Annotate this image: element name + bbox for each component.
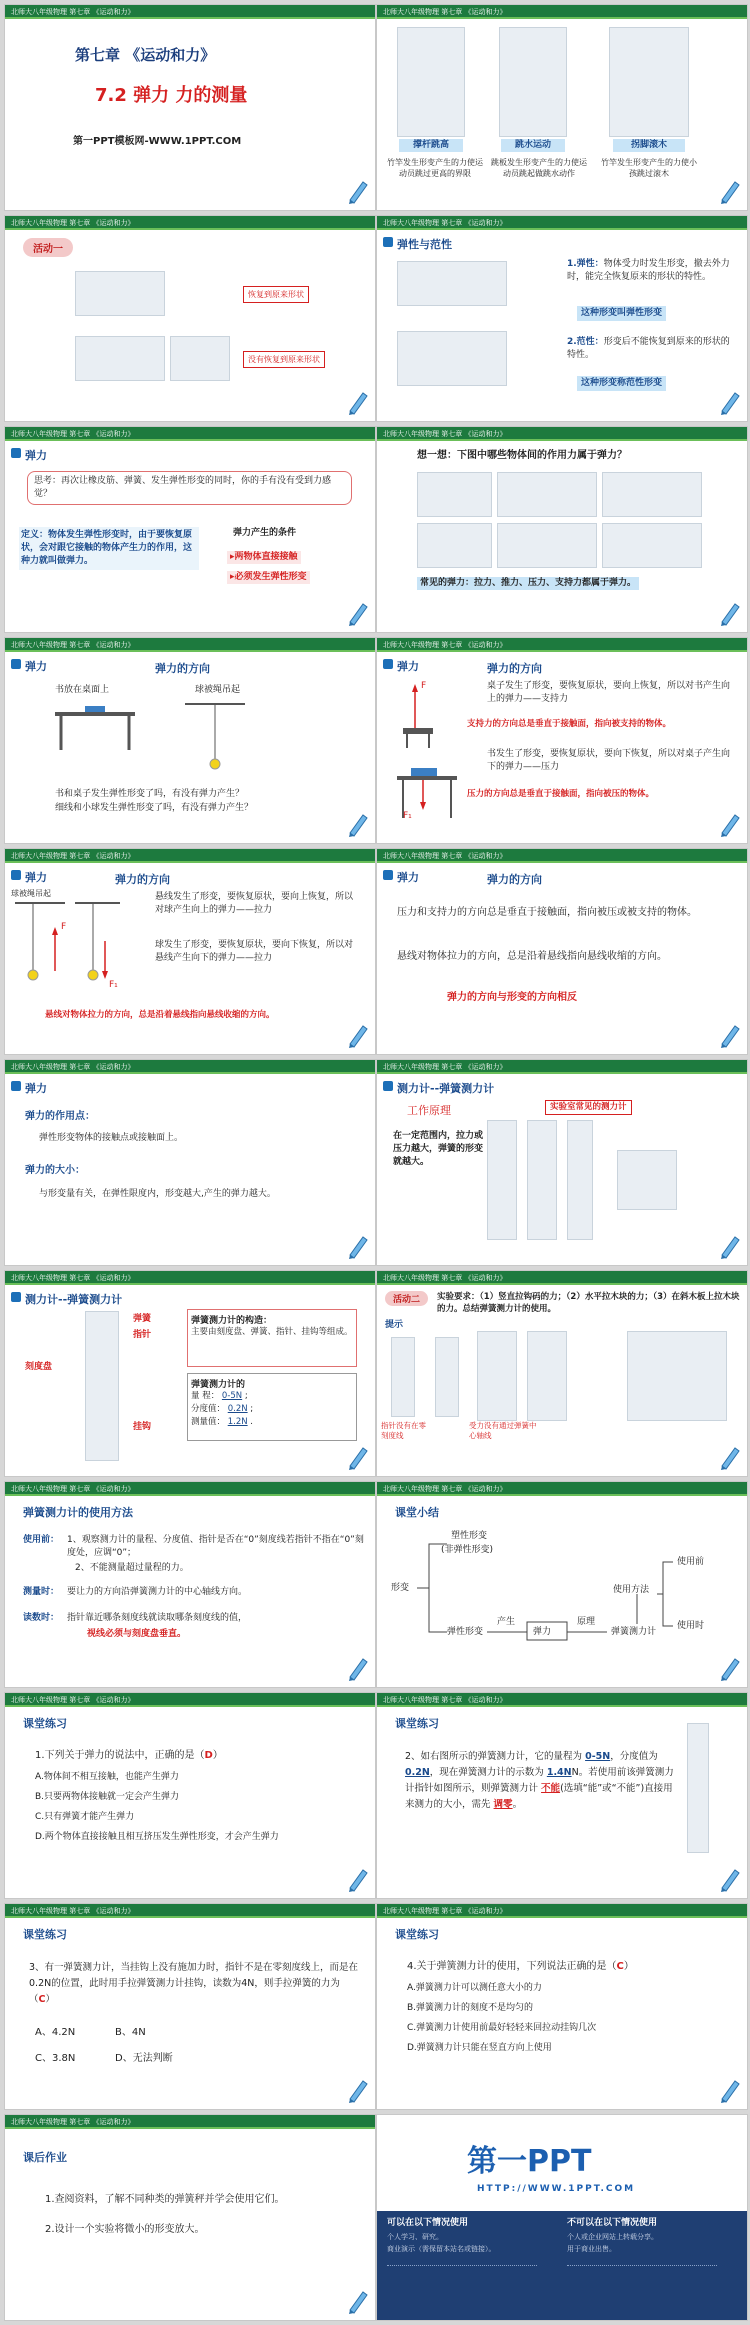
option-b: B.只要两物体接触就一定会产生弹力	[35, 1792, 180, 1802]
photo	[602, 472, 702, 517]
question: 4.关于弹簧测力计的使用，下列说法正确的是（C）	[407, 1961, 634, 1972]
pencil-icon	[719, 600, 741, 626]
pole-vault-photo	[397, 27, 465, 137]
slide-header: 北师大八年级物理 第七章 《运动和力》	[5, 5, 375, 19]
denied-2: 用于商业出售。	[567, 2245, 616, 2253]
step-text: 1、观察测力计的量程、分度值、指针是否在“0”刻度线若指针不指在“0”刻度处，应调“0”；	[67, 1535, 364, 1558]
part-label: 弹簧	[133, 1314, 152, 1324]
condition-2: ▸必须发生弹性形变	[227, 571, 310, 584]
para-2: 悬线对物体拉力的方向，总是沿着悬线指向悬线收缩的方向。	[397, 951, 667, 962]
spring-scale	[391, 1337, 415, 1417]
spring-scale	[527, 1120, 557, 1240]
condition-1: ▸两物体直接接触	[227, 551, 301, 564]
option-a: A.弹簧测力计可以测任意大小的力	[407, 1983, 542, 1993]
think-box: 思考：再次让橡皮筋、弹簧、发生弹性形变的同时，你的手有没有受到力感觉？	[27, 471, 352, 505]
force-label: F₁	[109, 980, 118, 990]
slide-8	[376, 637, 748, 844]
option-c: C、3.8N	[35, 2053, 76, 2064]
site-name: 第一PPT模板网-WWW.1PPT.COM	[73, 136, 242, 147]
slide-header: 北师大八年级物理 第七章 《运动和力》	[377, 1693, 747, 1707]
slide-header: 北师大八年级物理 第七章 《运动和力》	[5, 1271, 375, 1285]
label: 书放在桌面上	[55, 685, 110, 695]
pull-block-diagram	[627, 1331, 727, 1421]
denied-1: 个人或企业网站上转载分享。	[567, 2233, 658, 2241]
activity-tag: 活动二	[385, 1291, 428, 1306]
magnet-photo	[497, 523, 597, 568]
slide-header: 北师大八年级物理 第七章 《运动和力》	[377, 427, 747, 441]
footer-panel	[377, 2211, 748, 2321]
pencil-icon	[347, 1655, 369, 1681]
section-tag: 弹力	[11, 447, 47, 463]
slide-header: 北师大八年级物理 第七章 《运动和力》	[377, 1271, 747, 1285]
slide-title: 弹簧测力计的使用方法	[23, 1506, 133, 1519]
structure-text: 主要由刻度盘、弹簧、指针、挂钩等组成。	[191, 1327, 353, 1337]
slide-header: 北师大八年级物理 第七章 《运动和力》	[377, 1482, 747, 1496]
spring-scale	[477, 1331, 517, 1421]
slide-header: 北师大八年级物理 第七章 《运动和力》	[5, 1693, 375, 1707]
pencil-icon	[719, 811, 741, 837]
pencil-icon	[347, 2077, 369, 2103]
slide-header: 北师大八年级物理 第七章 《运动和力》	[377, 5, 747, 19]
elastic-def: 这种形变叫弹性形变	[577, 306, 666, 321]
slide-20	[376, 1903, 748, 2110]
para-1: 压力和支持力的方向总是垂直于接触面，指向被压或被支持的物体。	[397, 907, 697, 918]
slide-3	[4, 215, 376, 422]
allowed-1: 个人学习、研究。	[387, 2233, 443, 2241]
question-2: 细线和小球发生弹性形变了吗，有没有弹力产生？	[55, 803, 254, 813]
section-tag: 测力计--弹簧测力计	[383, 1080, 494, 1096]
step-label: 读数时：	[23, 1613, 60, 1623]
pencil-icon	[719, 1444, 741, 1470]
slide-header: 北师大八年级物理 第七章 《运动和力》	[5, 427, 375, 441]
photo-label: 拐脚滚木	[613, 139, 685, 152]
slide-title: 课堂练习	[23, 1717, 67, 1730]
spring-photo	[75, 271, 165, 316]
subsection: 弹力的方向	[115, 873, 170, 886]
size-text: 与形变量有关，在弹性限度内，形变越大,产生的弹力越大。	[39, 1189, 276, 1199]
slide-header: 北师大八年级物理 第七章 《运动和力》	[377, 638, 747, 652]
question: 2、如右图所示的弹簧测力计，它的量程为 0-5N，分度值为 0.2N，现在弹簧测力计的示数为 1.4NN。若使用前该弹簧测力计指针如图所示，则弹簧测力计 不能(选填“能”或“不能”)直接用来测力的大小，需先 调零。	[405, 1751, 674, 1810]
slide-header: 北师大八年级物理 第七章 《运动和力》	[5, 1060, 375, 1074]
table-ball-diagram	[45, 700, 345, 780]
error-caption: 指针没有在零刻度线	[381, 1421, 426, 1440]
slide-9	[4, 848, 376, 1055]
diving-photo	[499, 27, 567, 137]
para-2: 球发生了形变，要恢复原状，要向下恢复，所以对悬线产生向下的弹力——拉力	[155, 940, 354, 963]
pencil-icon	[719, 178, 741, 204]
grip-meter	[617, 1150, 677, 1210]
option-c: C.弹簧测力计使用前最好轻轻来回拉动挂钩几次	[407, 2023, 597, 2033]
photo-label: 跳水运动	[501, 139, 565, 152]
step-text: 要让力的方向沿弹簧测力计的中心轴线方向。	[67, 1587, 248, 1597]
allowed-title: 可以在以下情况使用	[387, 2218, 469, 2228]
slide-header: 北师大八年级物理 第七章 《运动和力》	[5, 849, 375, 863]
para-2: 书发生了形变，要恢复原状，要向下恢复，所以对桌子产生向下的弹力——压力	[487, 749, 731, 772]
edge-label: 产生	[497, 1617, 516, 1627]
slide-title: 课后作业	[23, 2151, 67, 2164]
slide-2	[376, 4, 748, 211]
link-list	[387, 2265, 537, 2315]
point-title: 弹力的作用点：	[25, 1111, 95, 1122]
slide-header: 北师大八年级物理 第七章 《运动和力》	[377, 1060, 747, 1074]
slide-11	[4, 1059, 376, 1266]
pencil-icon	[347, 389, 369, 415]
condition-title: 弹力产生的条件	[233, 528, 297, 538]
allowed-2: 商业演示（需保留本站名或链接）。	[387, 2245, 496, 2253]
requirement: 实验要求：（1）竖直拉钩码的力；（2）水平拉木块的力；（3）在斜木板上拉木块的力。总结弹簧测力计的使用。	[437, 1292, 740, 1314]
slide-7	[4, 637, 376, 844]
pencil-icon	[719, 1022, 741, 1048]
pencil-icon	[347, 1233, 369, 1259]
chapter-title: 第七章 《运动和力》	[75, 46, 216, 64]
option-d: D.两个物体直接接触且相互挤压发生弹性形变，才会产生弹力	[35, 1832, 279, 1842]
spring-scale	[527, 1331, 567, 1421]
subsection: 弹力的方向	[487, 873, 542, 886]
option-c: C.只有弹簧才能产生弹力	[35, 1812, 135, 1822]
slide-header: 北师大八年级物理 第七章 《运动和力》	[5, 2115, 375, 2129]
logo-url: HTTP://WWW.1PPT.COM	[477, 2184, 636, 2194]
tip-label: 提示	[385, 1320, 404, 1330]
slide-5	[4, 426, 376, 633]
photo	[602, 523, 702, 568]
pencil-icon	[347, 1866, 369, 1892]
activity-tag: 活动一	[23, 238, 73, 257]
result-box: 恢复到原来形状	[243, 286, 309, 303]
definition: 定义：物体发生弹性形变时，由于要恢复原状，会对跟它接触的物体产生力的作用，这种力就叫做弹力。	[19, 527, 199, 570]
spec-box	[187, 1373, 357, 1441]
option-d: D、无法判断	[115, 2053, 173, 2064]
photo	[417, 472, 492, 517]
rule-1: 支持力的方向总是垂直于接触面，指向被支持的物体。	[467, 719, 672, 729]
rule-2: 压力的方向总是垂直于接触面，指向被压的物体。	[467, 789, 655, 799]
subsection: 弹力的方向	[155, 662, 210, 675]
force-diagram	[393, 678, 463, 828]
spring-scale	[687, 1723, 709, 1853]
spring-scale	[487, 1120, 517, 1240]
part-label: 刻度盘	[25, 1362, 53, 1372]
slide-13	[4, 1270, 376, 1477]
denied-title: 不可以在以下情况使用	[567, 2218, 658, 2228]
spring-scale	[435, 1337, 459, 1417]
result-box: 没有恢复到原来形状	[243, 351, 325, 368]
subsection: 弹力的方向	[487, 662, 542, 675]
pencil-icon	[347, 178, 369, 204]
option-a: A、4.2N	[35, 2027, 76, 2038]
section-tag: 弹性与范性	[383, 236, 452, 252]
slide-19	[4, 1903, 376, 2110]
spring-scale	[85, 1311, 119, 1461]
option-d: D.弹簧测力计只能在竖直方向上使用	[407, 2043, 552, 2053]
slide-title: 课堂练习	[395, 1928, 439, 1941]
photo	[497, 472, 597, 517]
step-text: 2、不能测量超过量程的力。	[75, 1563, 189, 1573]
part-label: 挂钩	[133, 1422, 152, 1432]
option-a: A.物体间不相互接触，也能产生弹力	[35, 1772, 179, 1782]
node: 弹力	[533, 1627, 552, 1637]
clay-diagram	[397, 331, 507, 386]
log-jump-photo	[609, 27, 689, 137]
photo-caption: 竹竿发生形变产生的力使运动员跳过更高的界限	[387, 158, 483, 178]
slide-15	[4, 1481, 376, 1688]
pencil-icon	[719, 389, 741, 415]
slide-21	[4, 2114, 376, 2321]
spring-scale	[567, 1120, 593, 1240]
slide-14	[376, 1270, 748, 1477]
edge-label: 原理	[577, 1617, 596, 1627]
pencil-icon	[719, 1233, 741, 1259]
force-label: F₁	[403, 811, 412, 821]
foil-photo	[170, 336, 230, 381]
slide-header: 北师大八年级物理 第七章 《运动和力》	[377, 849, 747, 863]
force-label: F	[61, 922, 67, 932]
question: 想一想：下图中哪些物体间的作用力属于弹力？	[417, 450, 627, 461]
section-tag: 测力计--弹簧测力计	[11, 1291, 122, 1307]
section-tag: 弹力	[383, 869, 419, 885]
node: 使用方法	[613, 1585, 650, 1595]
slide-title: 课堂练习	[23, 1928, 67, 1941]
node: 塑性形变	[451, 1531, 488, 1541]
pencil-icon	[719, 1866, 741, 1892]
link-list	[567, 2265, 717, 2315]
node: 形变	[391, 1583, 410, 1593]
point-text: 弹性形变物体的接触点或接触面上。	[39, 1133, 184, 1143]
section-tag: 弹力	[11, 1080, 47, 1096]
question: 3、有一弹簧测力计，当挂钩上没有施加力时，指针不是在零刻度线上，而是在0.2N的位置，此时用手拉弹簧测力计挂钩，读数为4N，则手拉弹簧的力为（C）	[29, 1962, 359, 2005]
photo	[417, 523, 492, 568]
slide-22	[376, 2114, 748, 2321]
para-1: 桌子发生了形变，要恢复原状，要向上恢复，所以对书产生向上的弹力——支持力	[487, 681, 731, 704]
photo-caption: 竹竿发生形变产生的力使小孩跳过滚木	[601, 158, 697, 178]
label: 球被绳吊起	[195, 685, 241, 695]
slide-title: 课堂练习	[395, 1717, 439, 1730]
para-1: 悬线发生了形变，要恢复原状，要向上恢复，所以对球产生向上的弹力——拉力	[155, 892, 354, 915]
step-text: 指针靠近哪条刻度线就读取哪条刻度线的值，	[67, 1613, 248, 1623]
meter-title: 实验室常见的测力计	[545, 1100, 632, 1115]
slide-4	[376, 215, 748, 422]
step-text: 视线必须与刻度盘垂直。	[87, 1629, 187, 1639]
spec-title: 弹簧测力计的	[191, 1380, 246, 1390]
slide-header: 北师大八年级物理 第七章 《运动和力》	[5, 1904, 375, 1918]
structure-title: 弹簧测力计的构造：	[191, 1316, 273, 1326]
option-b: B.弹簧测力计的刻度不是均匀的	[407, 2003, 534, 2013]
slide-10	[376, 848, 748, 1055]
node: 使用时	[677, 1621, 705, 1631]
pencil-icon	[347, 1444, 369, 1470]
part-label: 指针	[133, 1330, 152, 1340]
spec-range: 量 程： 0-5N ;	[191, 1391, 248, 1401]
slide-header: 北师大八年级物理 第七章 《运动和力》	[5, 638, 375, 652]
step-label: 使用前：	[23, 1535, 60, 1545]
node: (非弹性形变)	[441, 1545, 494, 1555]
section-tag: 弹力	[11, 869, 47, 885]
rule: 弹力的方向与形变的方向相反	[447, 992, 577, 1003]
principle-text: 在一定范围内，拉力或压力越大，弹簧的形变就越大。	[393, 1131, 484, 1167]
principle-title: 工作原理	[407, 1104, 451, 1117]
slide-6	[376, 426, 748, 633]
structure-box	[187, 1309, 357, 1367]
homework-2: 2.设计一个实验将微小的形变放大。	[45, 2224, 205, 2235]
slide-header: 北师大八年级物理 第七章 《运动和力》	[377, 216, 747, 230]
pencil-icon	[347, 811, 369, 837]
slide-header: 北师大八年级物理 第七章 《运动和力》	[377, 1904, 747, 1918]
plastic-def: 这种形变称范性形变	[577, 376, 666, 391]
slide-17	[4, 1692, 376, 1899]
pencil-icon	[347, 1022, 369, 1048]
plasticity-text: 2.范性：形变后不能恢复到原来的形状的特性。	[567, 337, 730, 360]
label: 球被绳吊起	[11, 889, 51, 898]
summary-diagram	[387, 1522, 687, 1682]
error-caption: 受力没有通过弹簧中心轴线	[469, 1421, 537, 1440]
elasticity-text: 1.弹性：物体受力时发生形变，撤去外力时，能完全恢复原来的形状的特性。	[567, 259, 730, 282]
spring-diagram	[397, 261, 507, 306]
photo-label: 撑杆跳高	[399, 139, 463, 152]
slide-16	[376, 1481, 748, 1688]
step-label: 测量时：	[23, 1587, 60, 1597]
slide-header: 北师大八年级物理 第七章 《运动和力》	[5, 216, 375, 230]
question: 1.下列关于弹力的说法中，正确的是（D）	[35, 1750, 223, 1761]
photo-caption: 跳板发生形变产生的力使运动员跳起做跳水动作	[491, 158, 587, 178]
answer: 常见的弹力：拉力、推力、压力、支持力都属于弹力。	[417, 577, 639, 590]
size-title: 弹力的大小：	[25, 1165, 85, 1176]
section-tag: 弹力	[11, 658, 47, 674]
slide-header: 北师大八年级物理 第七章 《运动和力》	[5, 1482, 375, 1496]
lesson-title: 7.2 弹力 力的测量	[95, 85, 248, 106]
slide-title: 课堂小结	[395, 1506, 439, 1519]
slide-12	[376, 1059, 748, 1266]
clay-photo	[75, 336, 165, 381]
slide-18	[376, 1692, 748, 1899]
node: 弹簧测力计	[611, 1627, 657, 1637]
node: 使用前	[677, 1557, 705, 1567]
spec-reading: 测量值： 1.2N .	[191, 1417, 254, 1427]
node: 弹性形变	[447, 1627, 484, 1637]
pencil-icon	[347, 600, 369, 626]
option-b: B、4N	[115, 2027, 146, 2038]
section-tag: 弹力	[383, 658, 419, 674]
pencil-icon	[719, 1655, 741, 1681]
force-label: F	[421, 681, 427, 691]
logo: 第一PPT	[467, 2144, 592, 2179]
homework-1: 1.查阅资料，了解不同种类的弹簧秤并学会使用它们。	[45, 2194, 285, 2205]
slide-1	[4, 4, 376, 211]
question-1: 书和桌子发生弹性形变了吗，有没有弹力产生？	[55, 789, 245, 799]
pencil-icon	[719, 2077, 741, 2103]
pencil-icon	[347, 2288, 369, 2314]
rule: 悬线对物体拉力的方向，总是沿着悬线指向悬线收缩的方向。	[45, 1010, 275, 1020]
spec-division: 分度值： 0.2N ;	[191, 1404, 254, 1414]
